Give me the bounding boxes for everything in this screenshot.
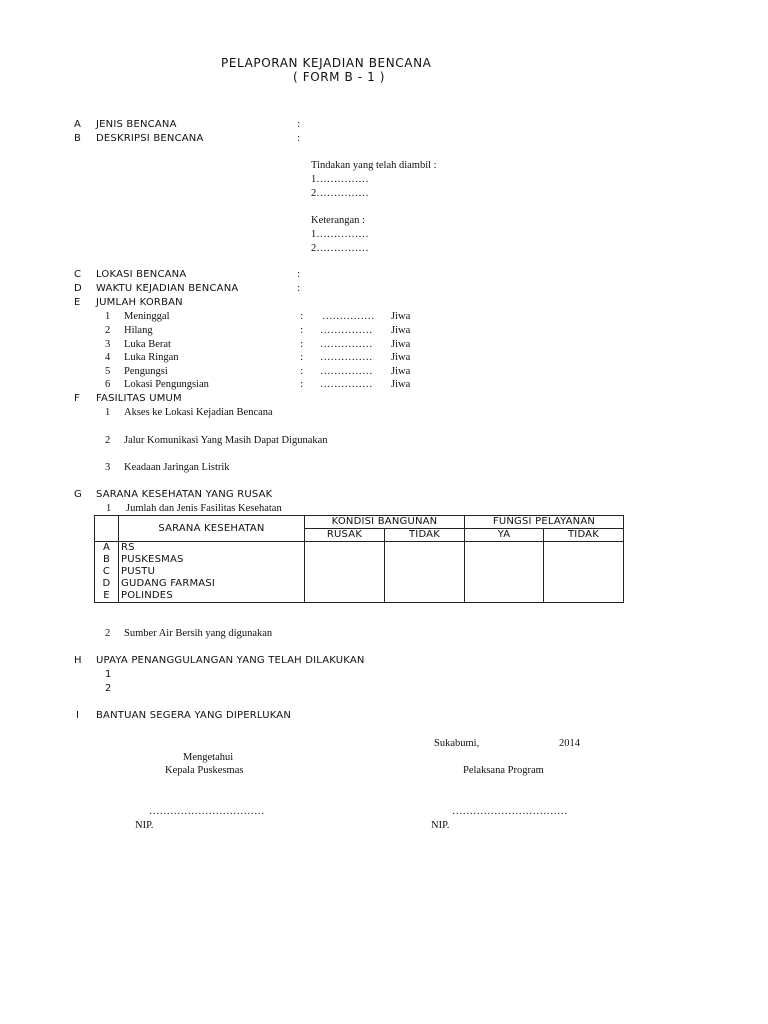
- row-letter: B: [95, 554, 119, 566]
- korban-dots: ……………: [322, 311, 375, 322]
- keterangan-item-1: 1……………: [311, 229, 369, 240]
- table-header-sarana: SARANA KESEHATAN: [119, 516, 305, 542]
- upaya-item-number: 1: [105, 669, 112, 680]
- fasilitas-number: 3: [105, 462, 111, 473]
- sarana-item-number: 1: [106, 503, 112, 514]
- signature-left-dots: ……………………………: [149, 806, 265, 817]
- signature-nip-left: NIP.: [135, 820, 154, 831]
- korban-label: Hilang: [124, 325, 153, 336]
- signature-year: 2014: [559, 738, 580, 749]
- sarana-item-label: Jumlah dan Jenis Fasilitas Kesehatan: [126, 503, 282, 514]
- sarana-item-label: Sumber Air Bersih yang digunakan: [124, 628, 273, 639]
- korban-number: 6: [105, 379, 111, 390]
- section-letter-i: I: [76, 710, 80, 721]
- korban-label: Luka Berat: [124, 339, 171, 350]
- korban-unit: Jiwa: [391, 352, 411, 363]
- korban-dots: ……………: [320, 325, 373, 336]
- section-letter-g: G: [74, 489, 82, 500]
- signature-nip-right: NIP.: [431, 820, 450, 831]
- section-letter-h: H: [74, 655, 82, 666]
- table-header-kondisi: KONDISI BANGUNAN: [305, 516, 465, 529]
- colon: :: [297, 269, 301, 280]
- table-subheader-rusak: RUSAK: [305, 529, 385, 542]
- cell-tidak[interactable]: [544, 542, 624, 603]
- row-name: PUSKESMAS: [119, 554, 305, 566]
- section-label-jenis-bencana: JENIS BENCANA: [96, 119, 177, 130]
- keterangan-item-2: 2……………: [311, 243, 369, 254]
- colon: :: [297, 119, 301, 130]
- korban-label: Pengungsi: [124, 366, 168, 377]
- colon: :: [300, 325, 304, 336]
- fasilitas-label: Keadaan Jaringan Listrik: [124, 462, 230, 473]
- row-name: RS: [119, 542, 305, 555]
- korban-label: Lokasi Pengungsian: [124, 379, 209, 390]
- korban-number: 2: [105, 325, 111, 336]
- tindakan-label: Tindakan yang telah diambil :: [311, 160, 437, 171]
- fasilitas-label: Jalur Komunikasi Yang Masih Dapat Digunakan: [124, 435, 328, 446]
- row-letter: D: [95, 578, 119, 590]
- signature-left-line1: Mengetahui: [183, 752, 234, 763]
- colon: :: [300, 379, 304, 390]
- section-label-deskripsi-bencana: DESKRIPSI BENCANA: [96, 133, 204, 144]
- fasilitas-number: 1: [105, 407, 111, 418]
- colon: :: [300, 352, 304, 363]
- cell-tidak[interactable]: [385, 542, 465, 603]
- colon: :: [297, 133, 301, 144]
- table-header-blank: [95, 516, 119, 542]
- korban-number: 5: [105, 366, 111, 377]
- korban-label: Luka Ringan: [124, 352, 179, 363]
- facility-table: [94, 515, 624, 603]
- section-letter-f: F: [74, 393, 80, 404]
- sarana-item-number: 2: [105, 628, 111, 639]
- table-subheader-tidak: TIDAK: [385, 529, 465, 542]
- korban-unit: Jiwa: [391, 379, 411, 390]
- section-label-upaya: UPAYA PENANGGULANGAN YANG TELAH DILAKUKAN: [96, 655, 365, 666]
- fasilitas-label: Akses ke Lokasi Kejadian Bencana: [124, 407, 273, 418]
- tindakan-item-2: 2……………: [311, 188, 369, 199]
- fasilitas-number: 2: [105, 435, 111, 446]
- table-header-row: [95, 516, 624, 529]
- row-letter: E: [95, 590, 119, 603]
- row-name: POLINDES: [119, 590, 305, 603]
- section-letter-e: E: [74, 297, 81, 308]
- table-header-fungsi: FUNGSI PELAYANAN: [465, 516, 624, 529]
- korban-unit: Jiwa: [391, 366, 411, 377]
- section-letter-b: B: [74, 133, 82, 144]
- section-letter-c: C: [74, 269, 82, 280]
- korban-label: Meninggal: [124, 311, 170, 322]
- colon: :: [297, 283, 301, 294]
- signature-right-dots: ……………………………: [452, 806, 568, 817]
- colon: :: [300, 339, 304, 350]
- table-subheader-ya: YA: [465, 529, 544, 542]
- signature-right-line: Pelaksana Program: [463, 765, 544, 776]
- section-label-fasilitas-umum: FASILITAS UMUM: [96, 393, 182, 404]
- korban-number: 3: [105, 339, 111, 350]
- section-letter-d: D: [74, 283, 82, 294]
- cell-rusak[interactable]: [305, 542, 385, 603]
- form-title: PELAPORAN KEJADIAN BENCANA: [221, 56, 432, 70]
- korban-unit: Jiwa: [391, 339, 411, 350]
- signature-left-line2: Kepala Puskesmas: [165, 765, 244, 776]
- table-row: [95, 542, 624, 555]
- korban-dots: ……………: [320, 366, 373, 377]
- colon: :: [300, 366, 304, 377]
- korban-dots: ……………: [320, 352, 373, 363]
- upaya-item-number: 2: [105, 683, 112, 694]
- section-label-sarana-kesehatan: SARANA KESEHATAN YANG RUSAK: [96, 489, 273, 500]
- row-name: GUDANG FARMASI: [119, 578, 305, 590]
- tindakan-item-1: 1……………: [311, 174, 369, 185]
- korban-unit: Jiwa: [391, 311, 411, 322]
- keterangan-label: Keterangan :: [311, 215, 365, 226]
- row-letter: C: [95, 566, 119, 578]
- form-subtitle: ( FORM B - 1 ): [293, 70, 386, 84]
- korban-number: 4: [105, 352, 111, 363]
- section-label-lokasi-bencana: LOKASI BENCANA: [96, 269, 187, 280]
- korban-unit: Jiwa: [391, 325, 411, 336]
- signature-place: Sukabumi,: [434, 738, 480, 749]
- section-letter-a: A: [74, 119, 82, 130]
- korban-number: 1: [105, 311, 111, 322]
- row-name: PUSTU: [119, 566, 305, 578]
- section-label-bantuan: BANTUAN SEGERA YANG DIPERLUKAN: [96, 710, 292, 721]
- colon: :: [300, 311, 304, 322]
- table-subheader-tidak: TIDAK: [544, 529, 624, 542]
- cell-ya[interactable]: [465, 542, 544, 603]
- section-label-waktu-kejadian: WAKTU KEJADIAN BENCANA: [96, 283, 239, 294]
- korban-dots: ……………: [320, 379, 373, 390]
- section-label-jumlah-korban: JUMLAH KORBAN: [96, 297, 183, 308]
- korban-dots: ……………: [320, 339, 373, 350]
- row-letter: A: [95, 542, 119, 555]
